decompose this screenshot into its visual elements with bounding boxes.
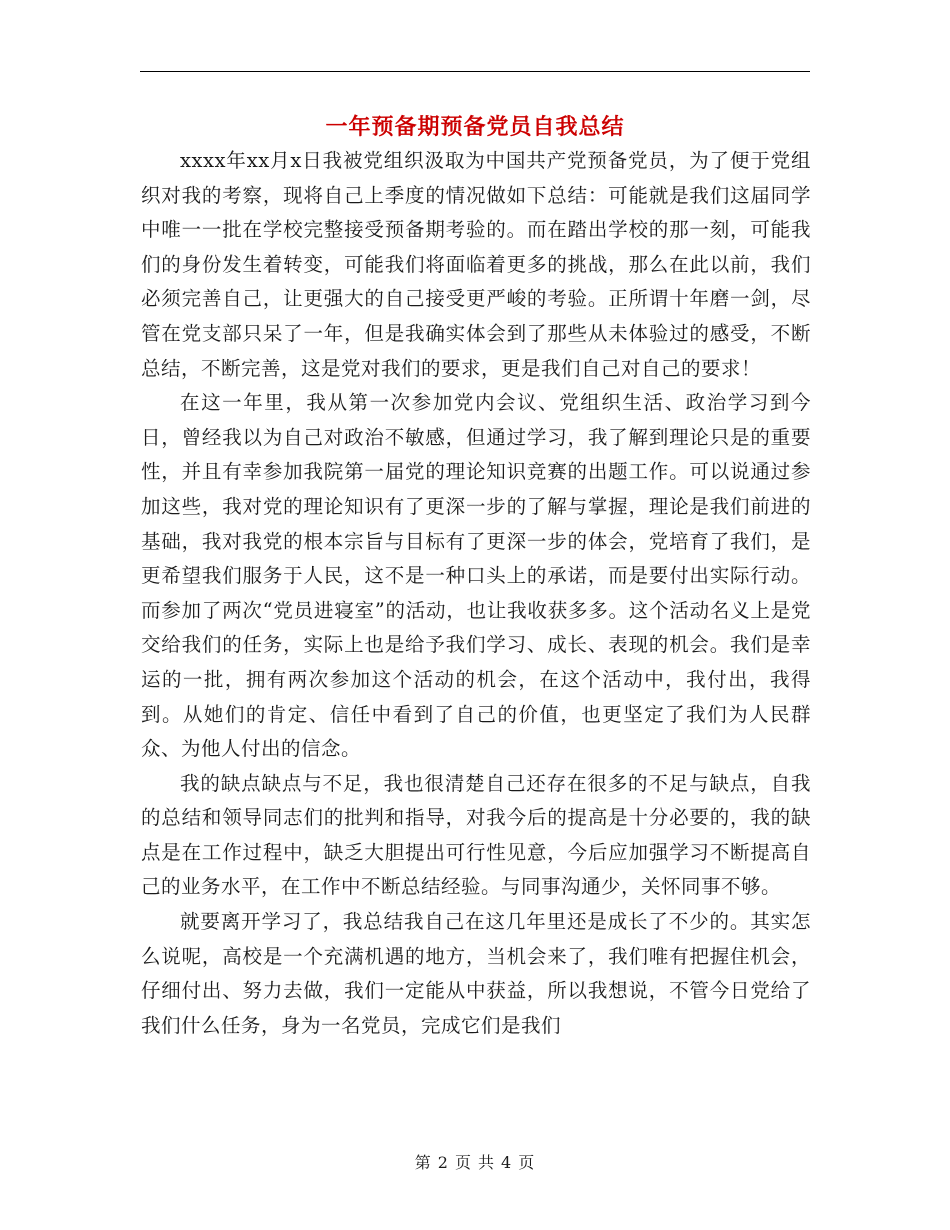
paragraph: 在这一年里，我从第一次参加党内会议、党组织生活、政治学习到今日，曾经我以为自己对政治不敏感，但通过学习，我了解到理论只是的重要性，并且有幸参加我院第一届党的理论知识竞赛的出题工作。可以说通过参加这些，我对党的理论知识有了更深一步的了解与掌握，理论是我们前进的基础，我对我党的根本宗旨与目标有了更深一步的体会，党培育了我们，是更希望我们服务于人民，这不是一种口头上的承诺，而是要付出实际行动。而参加了两次“党员进寝室”的活动，也让我收获多多。这个活动名义上是党交给我们的任务，实际上也是给予我们学习、成长、表现的机会。我们是幸运的一批，拥有两次参加这个活动的机会，在这个活动中，我付出，我得到。从她们的肯定、信任中看到了自己的价值，也更坚定了我们为人民群众、为他人付出的信念。 bbox=[141, 391, 811, 761]
document-body bbox=[141, 144, 811, 1043]
header-rule bbox=[140, 71, 810, 72]
total-page-count: 4 bbox=[501, 1153, 513, 1172]
document-title: 一年预备期预备党员自我总结 bbox=[325, 114, 625, 140]
footer-mid: 页 共 bbox=[454, 1153, 496, 1172]
current-page-number: 2 bbox=[437, 1153, 449, 1172]
paragraph: 我的缺点缺点与不足，我也很清楚自己还存在很多的不足与缺点，自我的总结和领导同志们的批判和指导，对我今后的提高是十分必要的，我的缺点是在工作过程中，缺乏大胆提出可行性见意，今后应加强学习不断提高自己的业务水平，在工作中不断总结经验。与同事沟通少，关怀同事不够。 bbox=[141, 771, 811, 899]
page-footer bbox=[0, 1151, 950, 1175]
footer-prefix: 第 bbox=[414, 1153, 432, 1172]
footer-suffix: 页 bbox=[518, 1153, 536, 1172]
paragraph: xxxx年xx月x日我被党组织汲取为中国共产党预备党员，为了便于党组织对我的考察，现将自己上季度的情况做如下总结：可能就是我们这届同学中唯一一批在学校完整接受预备期考验的。而在踏出学校的那一刻，可能我们的身份发生着转变，可能我们将面临着更多的挑战，那么在此以前，我们必须完善自己，让更强大的自己接受更严峻的考验。正所谓十年磨一剑，尽管在党支部只呆了一年，但是我确实体会到了那些从未体验过的感受，不断总结，不断完善，这是党对我们的要求，更是我们自己对自己的要求！ bbox=[141, 149, 811, 380]
paragraph: 就要离开学习了，我总结我自己在这几年里还是成长了不少的。其实怎么说呢，高校是一个充满机遇的地方，当机会来了，我们唯有把握住机会，仔细付出、努力去做，我们一定能从中获益，所以我想说，不管今日党给了我们什么任务，身为一名党员，完成它们是我们 bbox=[141, 910, 811, 1037]
